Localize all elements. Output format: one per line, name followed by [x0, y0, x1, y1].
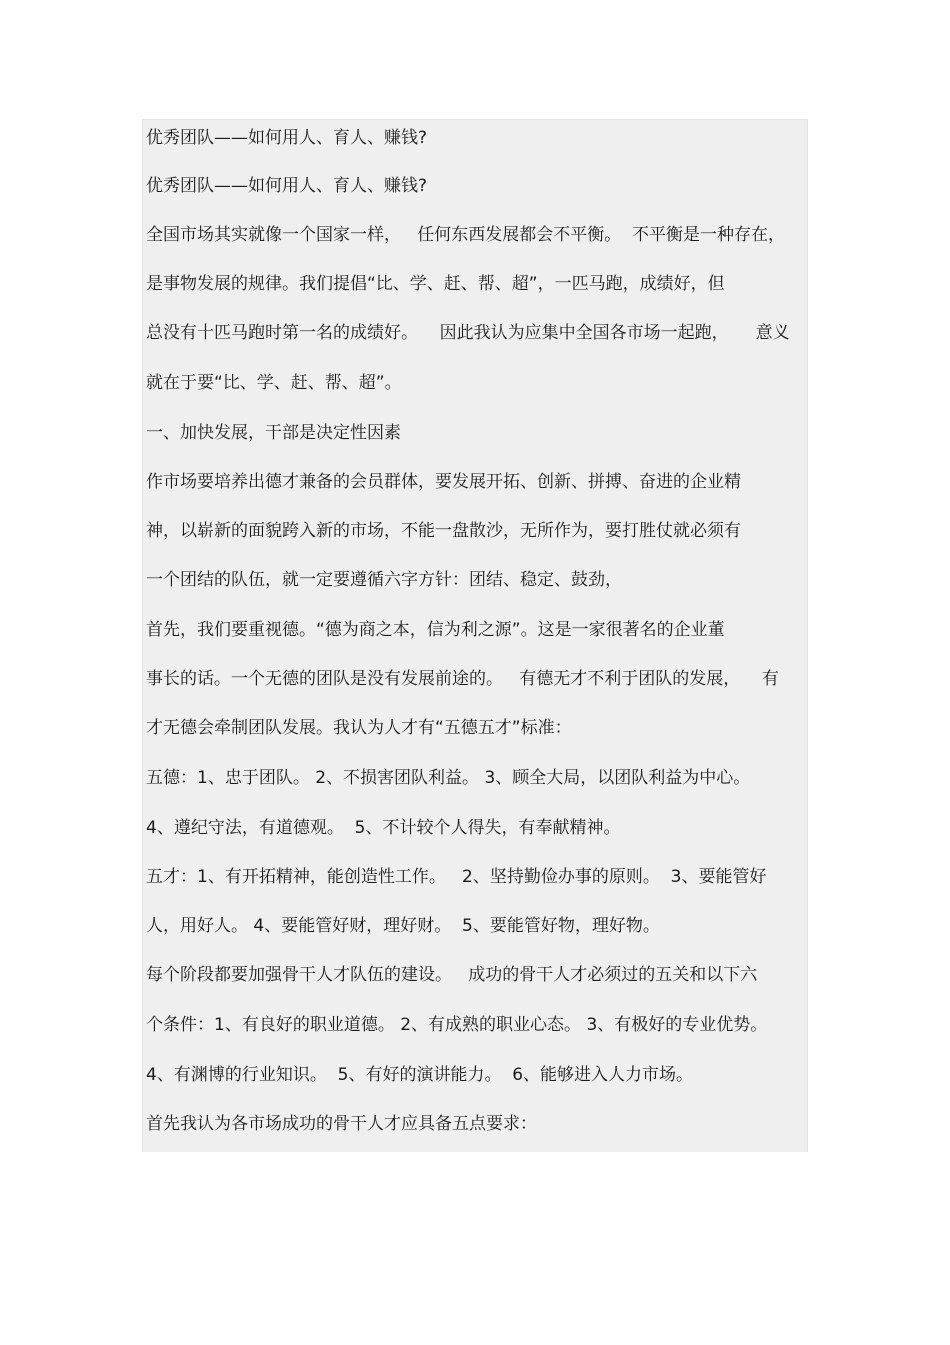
paragraph-line: 一个团结的队伍，就一定要遵循六字方针：团结、稳定、鼓劲，	[146, 570, 622, 590]
section-heading: 一、加快发展，干部是决定性因素	[146, 423, 401, 443]
document-body	[142, 119, 808, 1152]
paragraph-line: 就在于要“比、学、赶、帮、超”。	[146, 373, 402, 393]
paragraph-line: 4、遵纪守法，有道德观。 5、不计较个人得失，有奉献精神。	[146, 818, 621, 838]
paragraph-line: 作市场要培养出德才兼备的会员群体，要发展开拓、创新、拼搏、奋进的企业精	[146, 472, 741, 492]
paragraph-line: 4、有渊博的行业知识。 5、有好的演讲能力。 6、能够进入人力市场。	[146, 1065, 694, 1085]
paragraph-line: 总没有十匹马跑时第一名的成绩好。 因此我认为应集中全国各市场一起跑， 意义	[146, 323, 790, 343]
paragraph-line: 事长的话。一个无德的团队是没有发展前途的。 有德无才不利于团队的发展， 有	[146, 669, 779, 689]
paragraph-line: 首先，我们要重视德。“德为商之本，信为利之源”。这是一家很著名的企业董	[146, 620, 725, 640]
paragraph-line: 是事物发展的规律。我们提倡“比、学、赶、帮、超”，一匹马跑，成绩好，但	[146, 274, 725, 294]
paragraph-line: 五德：1、忠于团队。 2、不损害团队利益。 3、顾全大局，以团队利益为中心。	[146, 768, 751, 788]
doc-title: 优秀团队——如何用人、育人、赚钱?	[146, 128, 428, 148]
paragraph-line: 全国市场其实就像一个国家一样， 任何东西发展都会不平衡。 不平衡是一种存在，	[146, 225, 786, 245]
paragraph-line: 才无德会牵制团队发展。我认为人才有“五德五才”标准：	[146, 718, 572, 738]
paragraph-line: 五才：1、有开拓精神，能创造性工作。 2、坚持勤俭办事的原则。 3、要能管好	[146, 867, 767, 887]
paragraph-line: 首先我认为各市场成功的骨干人才应具备五点要求：	[146, 1114, 537, 1134]
paragraph-line: 个条件：1、有良好的职业道德。 2、有成熟的职业心态。 3、有极好的专业优势。	[146, 1015, 768, 1035]
doc-subtitle: 优秀团队——如何用人、育人、赚钱?	[146, 176, 428, 196]
paragraph-line: 人，用好人。 4、要能管好财，理好财。 5、要能管好物，理好物。	[146, 916, 660, 936]
paragraph-line: 每个阶段都要加强骨干人才队伍的建设。 成功的骨干人才必须过的五关和以下六	[146, 965, 758, 985]
paragraph-line: 神，以崭新的面貌跨入新的市场，不能一盘散沙，无所作为，要打胜仗就必须有	[146, 521, 741, 541]
